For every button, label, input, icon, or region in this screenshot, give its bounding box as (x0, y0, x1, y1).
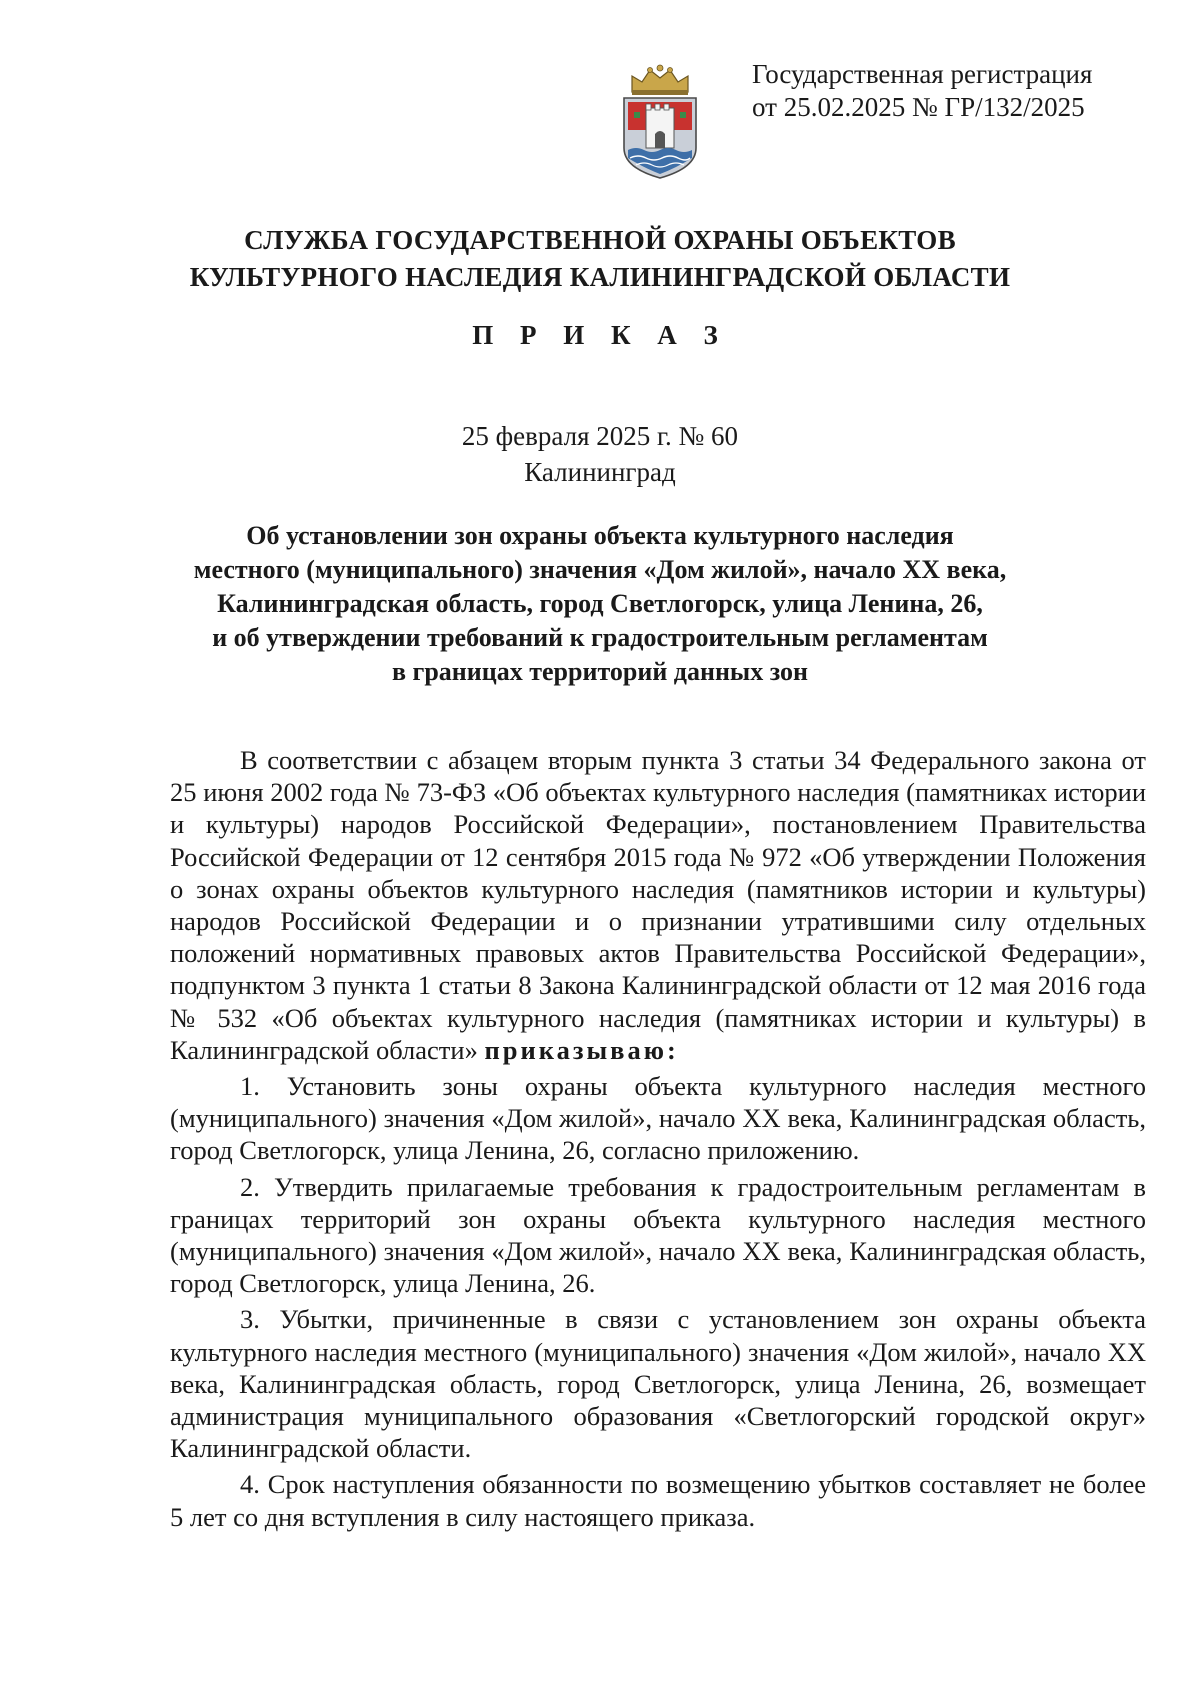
subject-line: Об установлении зон охраны объекта культурного наследия (246, 521, 954, 550)
subject-line: местного (муниципального) значения «Дом жилой», начало XX века, (193, 555, 1007, 584)
registration-line-1: Государственная регистрация (752, 59, 1093, 89)
agency-name-line-2: КУЛЬТУРНОГО НАСЛЕДИЯ КАЛИНИНГРАДСКОЙ ОБЛАСТИ (189, 262, 1011, 292)
subject-line: в границах территорий данных зон (392, 657, 808, 686)
agency-name (0, 222, 1200, 296)
preamble-text: В соответствии с абзацем вторым пункта 3 статьи 34 Федерального закона от 25 июня 2002 года № 73-ФЗ «Об объектах культурного наследия (памятниках истории и культуры) народов Российской Федерации», постановлением Правительства Российской Федерации от 12 сентября 2015 года № 972 «Об утверждении Положения о зонах охраны объектов культурного наследия (памятников истории и культуры) народов Российской Федерации и о признании утратившими силу отдельных положений нормативных правовых актов Правительства Российской Федерации», подпунктом 3 пункта 1 статьи 8 Закона Калининградской области от 12 мая 2016 года № 532 «Об объектах культурного наследия (памятниках истории и культуры) в Калининградской области» (170, 745, 1146, 1065)
order-date-number: 25 февраля 2025 г. № 60 (461, 421, 739, 451)
document-type-title: П Р И К А З (472, 320, 728, 350)
subject-line: Калининградская область, город Светлогорск, улица Ленина, 26, (217, 589, 983, 618)
order-word: приказываю: (484, 1034, 679, 1065)
kaliningrad-coat-of-arms-icon (618, 62, 702, 180)
order-item: 1. Установить зоны охраны объекта культурного наследия местного (муниципального) значения «Дом жилой», начало XX века, Калининградская область, город Светлогорск, улица Ленина, 26, согласно приложению. (170, 1071, 1146, 1166)
dateline (0, 418, 1200, 490)
order-item: 4. Срок наступления обязанности по возмещению убытков составляет не более 5 лет со дня вступления в силу настоящего приказа. (170, 1469, 1146, 1532)
order-body (170, 744, 1146, 1533)
order-subject (0, 519, 1200, 689)
agency-name-line-1: СЛУЖБА ГОСУДАРСТВЕННОЙ ОХРАНЫ ОБЪЕКТОВ (244, 225, 956, 255)
subject-line: и об утверждении требований к градостроительным регламентам (212, 623, 988, 652)
order-item: 2. Утвердить прилагаемые требования к градостроительным регламентам в границах территорий зон охраны объекта культурного наследия местного (муниципального) значения «Дом жилой», начало XX века, Калининградская область, город Светлогорск, улица Ленина, 26. (170, 1171, 1146, 1299)
order-city: Калининград (524, 457, 676, 487)
registration-line-2: от 25.02.2025 № ГР/132/2025 (752, 92, 1085, 122)
preamble-paragraph (170, 744, 1146, 1066)
state-registration-stamp (752, 58, 1092, 124)
order-item: 3. Убытки, причиненные в связи с установлением зон охраны объекта культурного наследия местного (муниципального) значения «Дом жилой», начало XX века, Калининградская область, город Светлогорск, улица Ленина, 26, возмещает администрация муниципального образования «Светлогорский городской округ» Калининградской области. (170, 1304, 1146, 1464)
